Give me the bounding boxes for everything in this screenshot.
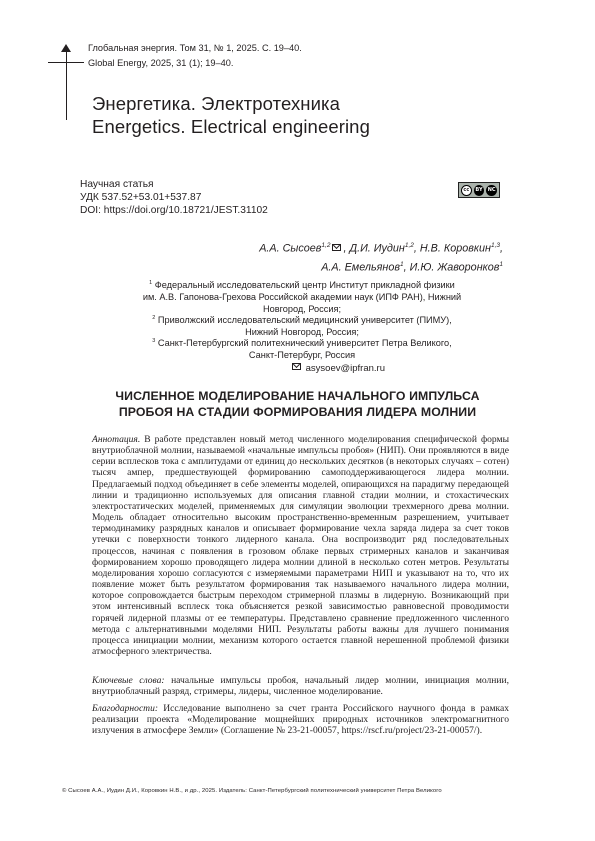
affil-ref: 1	[399, 260, 404, 268]
title-line-2: ПРОБОЯ НА СТАДИИ ФОРМИРОВАНИЯ ЛИДЕРА МОЛНИИ	[118, 404, 477, 419]
section-heading	[92, 92, 370, 138]
affil-text: Санкт-Петербургский политехнический университет Петра Великого, Санкт-Петербург, Россия	[157, 338, 452, 360]
cc-by-nc-icon[interactable]	[458, 182, 500, 198]
affiliation-1	[142, 278, 462, 315]
abstract-text: В работе представлен новый метод численного моделирования специфической формы внутриоблачной молнии, называемой «начальные импульсы пробоя» (НИП). Они проявляются в виде серии всплесков тока с амплитудами от единиц до нескольких десятков (в некоторых случаях – сотен) тысяч ампер, предшествующей формированию самоподдерживающегося лидера молнии. Предлагаемый подход объединяет в себе элементы моделей, опирающихся на парадигму передающей линии и традиционно используемых для описания главной стадии молнии, и стохастических электростатических моделей, применяемых для симуляции эволюции трехмерного древа молнии. Модель обладает относительно высоким пространственно-временным разрешением, учитывает термодинамику разрядных каналов и описывает формирование чехла заряда лидера за счет токов утечки с поверхности тонкого лидерного канала. Она воспроизводит ряд последовательных процессов, начиная с появления в грозовом облаке первых стримерных каналов и заканчивая формированием хорошо проводящего лидера молнии длиной в несколько сотен метров. Результаты моделирования хорошо согласуются с измеряемыми параметрами НИП и указывают на то, что их появление может быть результатом формирования так называемого начального лидера молнии, которое сопровождается быстрым переходом стримерной плазмы в лидерную. Возникающий при этом интенсивный всплеск тока объясняется резкой зависимостью равновесной проводимости горячей лидерной плазмы от ее температуры. Представлено сравнение предложенного численного метода с альтернативными моделями НИП. Результаты работы важны для лучшего понимания процесса инициации молнии, механизм которого остается главной нерешенной проблемой физики атмосферного электричества.	[92, 434, 510, 657]
affil-ref: 1,2	[404, 242, 414, 249]
author-name: А.А. Сысоев	[259, 242, 322, 255]
affil-number: 2	[152, 315, 156, 321]
affil-ref: 1	[499, 260, 503, 268]
keywords-label: Ключевые слова:	[92, 675, 165, 686]
title-line-1: ЧИСЛЕННОЕ МОДЕЛИРОВАНИЕ НАЧАЛЬНОГО ИМПУЛЬСА	[115, 389, 480, 403]
affil-text: Приволжский исследовательский медицинский университет (ПИМУ), Нижний Новгород, Россия;	[157, 315, 452, 337]
corresponding-email	[290, 363, 385, 374]
mail-icon	[292, 363, 301, 370]
journal-line-ru: Глобальная энергия. Том 31, № 1, 2025. С. 19–40.	[88, 43, 302, 53]
email-link[interactable]: asysoev@ipfran.ru	[305, 363, 385, 374]
affil-number: 3	[152, 338, 156, 344]
affil-text: Федеральный исследовательский центр Институт прикладной физики им. А.В. Гапонова-Грехова Российской академии наук (ИПФ РАН), Нижний Новгород, Россия;	[142, 280, 462, 314]
nc-icon: NC	[486, 185, 497, 196]
affil-ref: 1,2	[321, 242, 331, 249]
section-en: Energetics. Electrical engineering	[92, 116, 370, 137]
header-vertical-rule	[66, 48, 67, 120]
authors-line-1: А.А. Сысоев$^{1,2}$ , Д.И. Иудин$^{1,2}$, Н.В. Коровкин$^{1,3}$,	[259, 242, 503, 255]
cc-icon: cc	[461, 185, 472, 196]
abstract	[92, 434, 509, 657]
article-type: Научная статья	[80, 179, 154, 190]
copyright-footer: © Сысоев А.А., Иудин Д.И., Коровкин Н.В., и др., 2025. Издатель: Санкт-Петербургский политехнический университет Петра Великого	[62, 788, 442, 794]
acknowledgments-text: Исследование выполнено за счет гранта Российского научного фонда в рамках реализации проекта «Моделирование мощнейших природных источников электромагнитного излучения в атмосфере Земли» (Соглашение № 23-21-00057, https://rscf.ru/project/23-21-00057/).	[92, 703, 509, 737]
journal-citation	[88, 41, 302, 71]
authors-line-2	[259, 257, 503, 276]
acknowledgments-label: Благодарности:	[92, 703, 159, 714]
header-horizontal-rule	[48, 62, 84, 63]
section-ru: Энергетика. Электротехника	[92, 93, 341, 114]
arrow-up-icon	[61, 44, 71, 52]
journal-line-en: Global Energy, 2025, 31 (1); 19–40.	[88, 58, 234, 68]
acknowledgments	[92, 703, 509, 736]
article-meta	[80, 178, 268, 217]
udc: УДК 537.52+53.01+537.87	[80, 192, 202, 203]
keywords-text: начальные импульсы пробоя, начальный лидер молнии, инициация молнии, внутриоблачный разряд, стримеры, лидеры, численное моделирование.	[92, 675, 509, 698]
author-name: , Н.В. Коровкин	[413, 242, 491, 255]
keywords	[92, 675, 509, 697]
author-name: , Д.И. Иудин	[343, 242, 405, 255]
mail-icon	[332, 244, 341, 251]
affiliation-3	[142, 336, 462, 362]
doi-link[interactable]: DOI: https://doi.org/10.18721/JEST.31102	[80, 205, 268, 216]
author-name: А.А. Емельянов	[321, 261, 400, 274]
authors	[259, 238, 503, 275]
by-icon: BY	[474, 185, 485, 196]
abstract-label: Аннотация.	[92, 434, 141, 445]
author-name: , И.Ю. Жаворонков	[403, 261, 500, 274]
affil-number: 1	[149, 280, 153, 286]
affil-ref: 1,3	[490, 242, 500, 249]
affiliation-2	[142, 313, 462, 339]
article-title	[60, 389, 535, 420]
